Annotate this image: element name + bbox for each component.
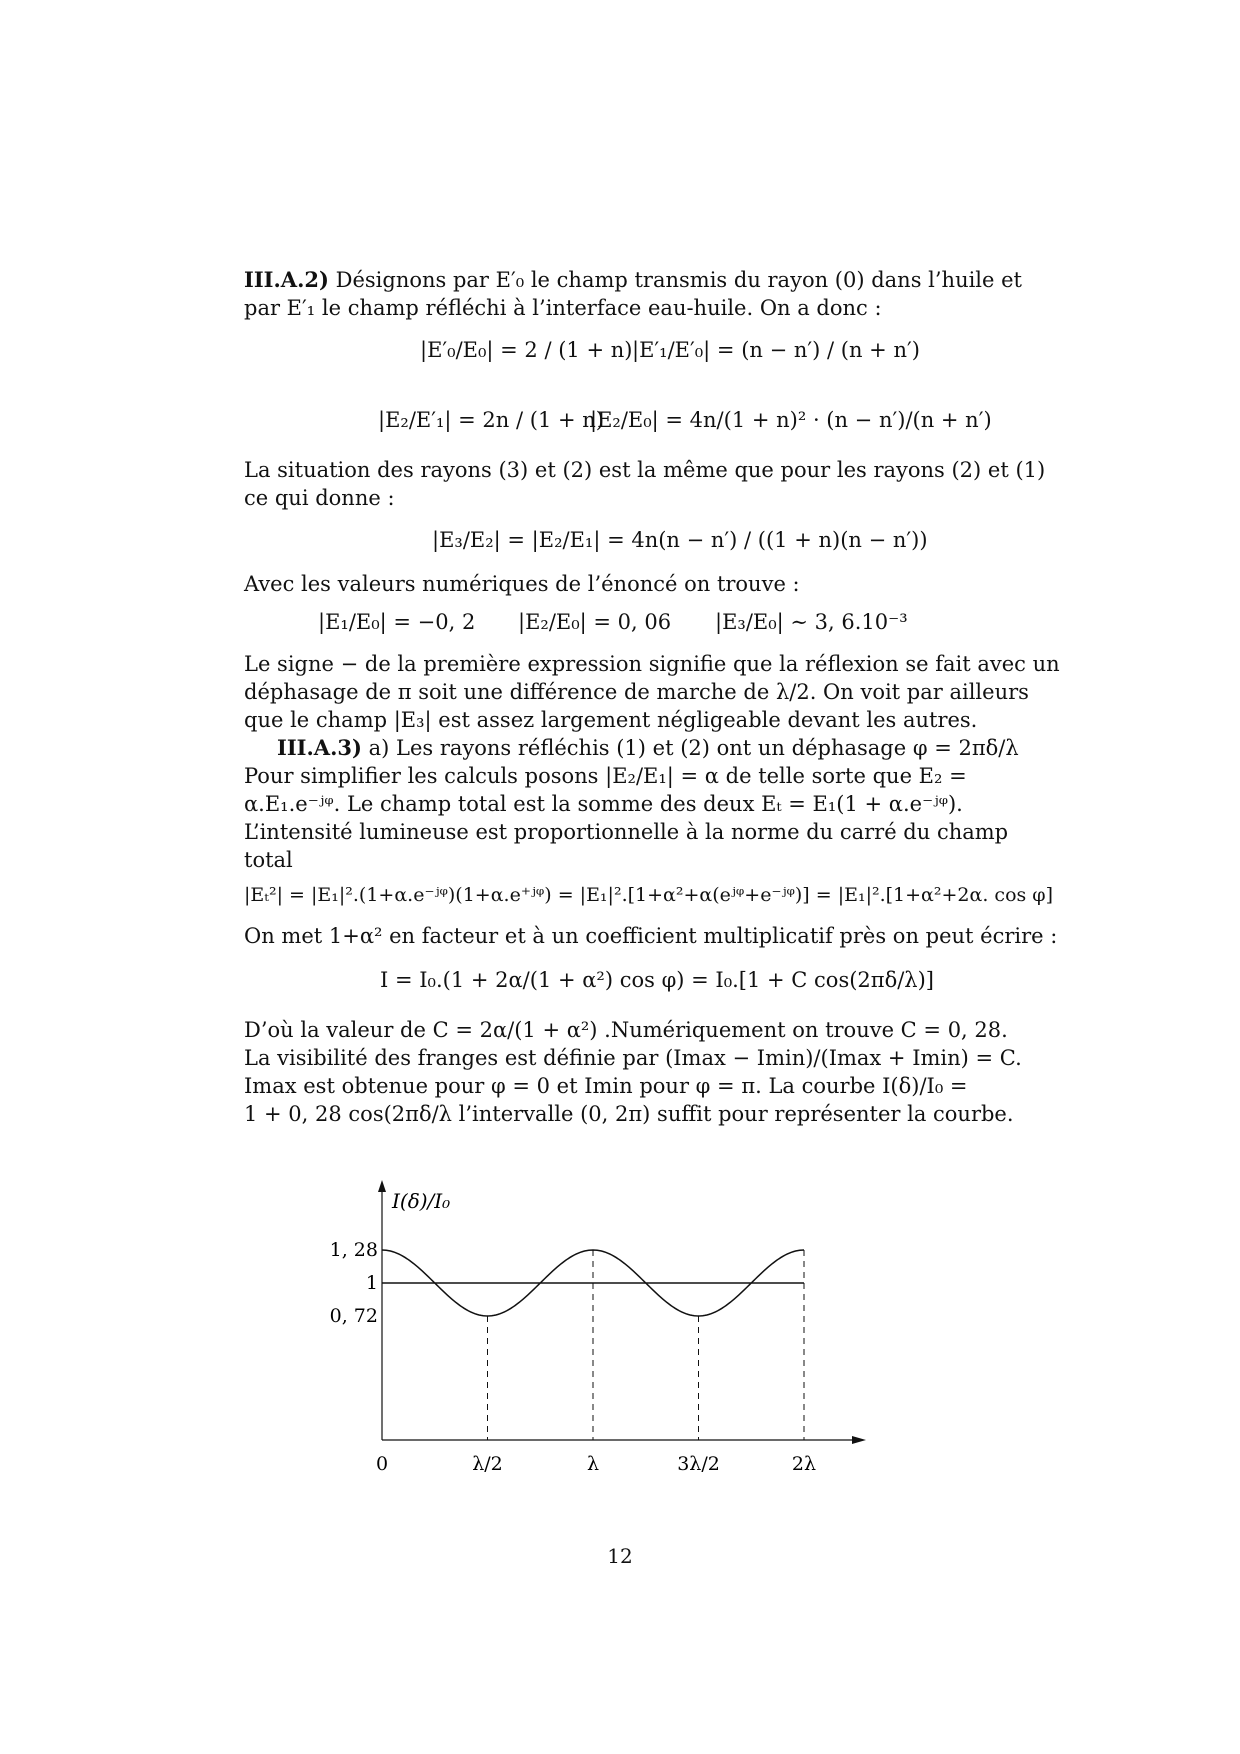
- a3-line5: total: [244, 848, 293, 872]
- text-numeric-intro: Avec les valeurs numériques de l’énoncé on trouve :: [244, 572, 800, 596]
- equation-e2-over-e1prime: |E₂/E′₁| = 2n / (1 + n): [378, 408, 604, 432]
- section-heading-a3: III.A.3): [277, 735, 362, 760]
- intensity-chart: [300, 1170, 940, 1490]
- page-number: 12: [607, 1544, 633, 1568]
- a3-line3: α.E₁.e⁻ʲᵠ. Le champ total est la somme des deux Eₜ = E₁(1 + α.e⁻ʲᵠ).: [244, 792, 963, 816]
- y-tick-label: 1, 28: [329, 1239, 378, 1261]
- paragraph-a2-line2: par E′₁ le champ réfléchi à l’interface eau-huile. On a donc :: [244, 296, 882, 320]
- conclusion-line2: La visibilité des franges est définie par (Imax − Imin)/(Imax + Imin) = C.: [244, 1046, 1022, 1070]
- conclusion-line4: 1 + 0, 28 cos(2πδ/λ l’intervalle (0, 2π) suffit pour représenter la courbe.: [244, 1102, 1014, 1126]
- x-tick-label: λ/2: [472, 1453, 503, 1475]
- text-signe-line1: Le signe − de la première expression signifie que la réflexion se fait avec un: [244, 652, 1060, 676]
- equation-e2-over-e0: |E₂/E₀| = 4n/(1 + n)² · (n − n′)/(n + n′): [590, 408, 992, 432]
- equation-intensity: |Eₜ²| = |E₁|².(1+α.e⁻ʲᵠ)(1+α.e⁺ʲᵠ) = |E₁|².[1+α²+α(eʲᵠ+e⁻ʲᵠ)] = |E₁|².[1+α²+2α. cos φ]: [244, 884, 1054, 906]
- conclusion-line1: D’où la valeur de C = 2α/(1 + α²) .Numériquement on trouve C = 0, 28.: [244, 1018, 1008, 1042]
- y-axis-label: I(δ)/I₀: [392, 1189, 451, 1213]
- value-e3-over-e0: |E₃/E₀| ∼ 3, 6.10⁻³: [715, 610, 908, 634]
- a3-line4: L’intensité lumineuse est proportionnelle à la norme du carré du champ: [244, 820, 1009, 844]
- value-e2-over-e0: |E₂/E₀| = 0, 06: [518, 610, 672, 634]
- x-tick-label: λ: [586, 1453, 600, 1475]
- a2-line1-text: Désignons par E′₀ le champ transmis du rayon (0) dans l’huile et: [335, 268, 1022, 292]
- text-facteur: On met 1+α² en facteur et à un coefficient multiplicatif près on peut écrire :: [244, 924, 1058, 948]
- y-tick-label: 0, 72: [329, 1305, 378, 1327]
- section-heading-a2: III.A.2): [244, 267, 329, 292]
- x-tick-label: 2λ: [791, 1453, 817, 1475]
- equation-ratio-e3-e2: |E₃/E₂| = |E₂/E₁| = 4n(n − n′) / ((1 + n)(n − n′)): [432, 528, 928, 552]
- paragraph-a2-line1: [244, 266, 1022, 294]
- paragraph-a3-line1: [277, 734, 1019, 762]
- x-tick-label: 0: [375, 1453, 389, 1475]
- conclusion-line3: Imax est obtenue pour φ = 0 et Imin pour φ = π. La courbe I(δ)/I₀ =: [244, 1074, 968, 1098]
- y-tick-label: 1: [365, 1272, 378, 1294]
- a3-line1-text: a) Les rayons réfléchis (1) et (2) ont un déphasage φ = 2πδ/λ: [368, 736, 1019, 760]
- text-situation-line2: ce qui donne :: [244, 486, 395, 510]
- equation-e1prime-over-e0prime: |E′₁/E′₀| = (n − n′) / (n + n′): [632, 338, 920, 362]
- text-signe-line3: que le champ |E₃| est assez largement négligeable devant les autres.: [244, 708, 978, 732]
- text-signe-line2: déphasage de π soit une différence de marche de λ/2. On voit par ailleurs: [244, 680, 1029, 704]
- x-axis-arrow: [852, 1436, 866, 1444]
- value-e1-over-e0: |E₁/E₀| = −0, 2: [318, 610, 476, 634]
- equation-I-of-delta: I = I₀.(1 + 2α/(1 + α²) cos φ) = I₀.[1 + C cos(2πδ/λ)]: [380, 968, 934, 992]
- a3-line2: Pour simplifier les calculs posons |E₂/E₁| = α de telle sorte que E₂ =: [244, 764, 967, 788]
- y-axis-arrow: [378, 1180, 386, 1192]
- text-situation-line1: La situation des rayons (3) et (2) est la même que pour les rayons (2) et (1): [244, 458, 1046, 482]
- x-tick-label: 3λ/2: [677, 1453, 720, 1475]
- equation-e0prime-over-e0: |E′₀/E₀| = 2 / (1 + n): [420, 338, 633, 362]
